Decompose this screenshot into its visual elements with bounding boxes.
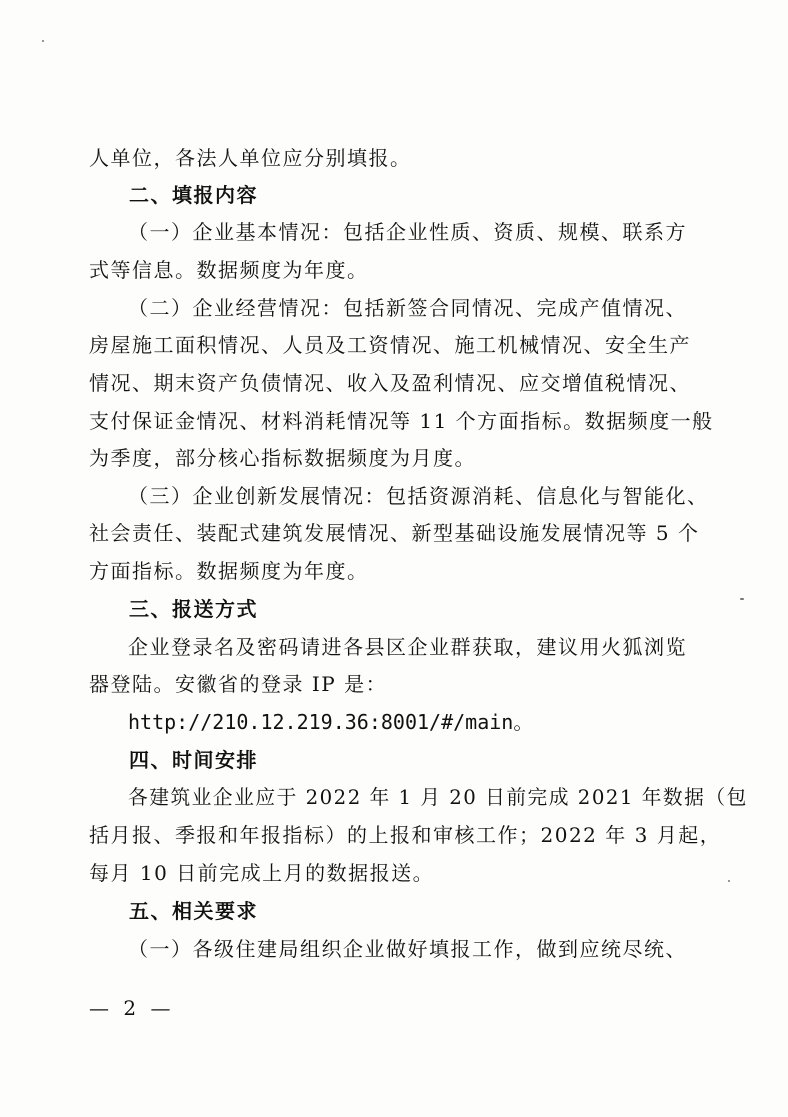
- body-text-line: 为季度，部分核心指标数据频度为月度。: [89, 446, 476, 470]
- body-text-line: （二）企业经营情况：包括新签合同情况、完成产值情况、: [128, 296, 687, 320]
- body-text-line: 人单位，各法人单位应分别填报。: [89, 146, 412, 170]
- section-heading: 三、报送方式: [129, 597, 258, 621]
- scan-speck: [42, 40, 44, 42]
- page-number: — 2 —: [89, 996, 175, 1020]
- body-text-line: 每月 10 日前完成上月的数据报送。: [89, 861, 435, 885]
- body-text-line: 支付保证金情况、材料消耗情况等 11 个方面指标。数据频度一般: [89, 409, 714, 433]
- login-url-text: http://210.12.219.36:8001/#/main。: [128, 710, 534, 734]
- body-text-line: 房屋施工面积情况、人员及工资情况、施工机械情况、安全生产: [89, 333, 691, 357]
- scan-speck: [740, 598, 744, 600]
- body-text-line: 器登陆。安徽省的登录 IP 是：: [89, 672, 388, 696]
- section-heading: 二、填报内容: [129, 183, 258, 207]
- body-text-line: 社会责任、装配式建筑发展情况、新型基础设施发展情况等 5 个: [89, 521, 700, 545]
- body-text-line: 情况、期末资产负债情况、收入及盈利情况、应交增值税情况、: [89, 371, 691, 395]
- section-heading: 五、相关要求: [129, 899, 258, 923]
- body-text-line: 各建筑业企业应于 2022 年 1 月 20 日前完成 2021 年数据（包: [128, 785, 748, 809]
- body-text-line: 式等信息。数据频度为年度。: [89, 258, 369, 282]
- body-text-line: （三）企业创新发展情况：包括资源消耗、信息化与智能化、: [128, 484, 709, 508]
- scan-speck: [728, 880, 730, 882]
- body-text-line: 企业登录名及密码请进各县区企业群获取，建议用火狐浏览: [128, 635, 687, 659]
- body-text-line: （一）企业基本情况：包括企业性质、资质、规模、联系方: [128, 220, 687, 244]
- section-heading: 四、时间安排: [129, 748, 258, 772]
- body-text-line: 括月报、季报和年报指标）的上报和审核工作；2022 年 3 月起，: [89, 823, 722, 847]
- body-text-line: （一）各级住建局组织企业做好填报工作，做到应统尽统、: [128, 937, 687, 961]
- body-text-line: 方面指标。数据频度为年度。: [89, 559, 369, 583]
